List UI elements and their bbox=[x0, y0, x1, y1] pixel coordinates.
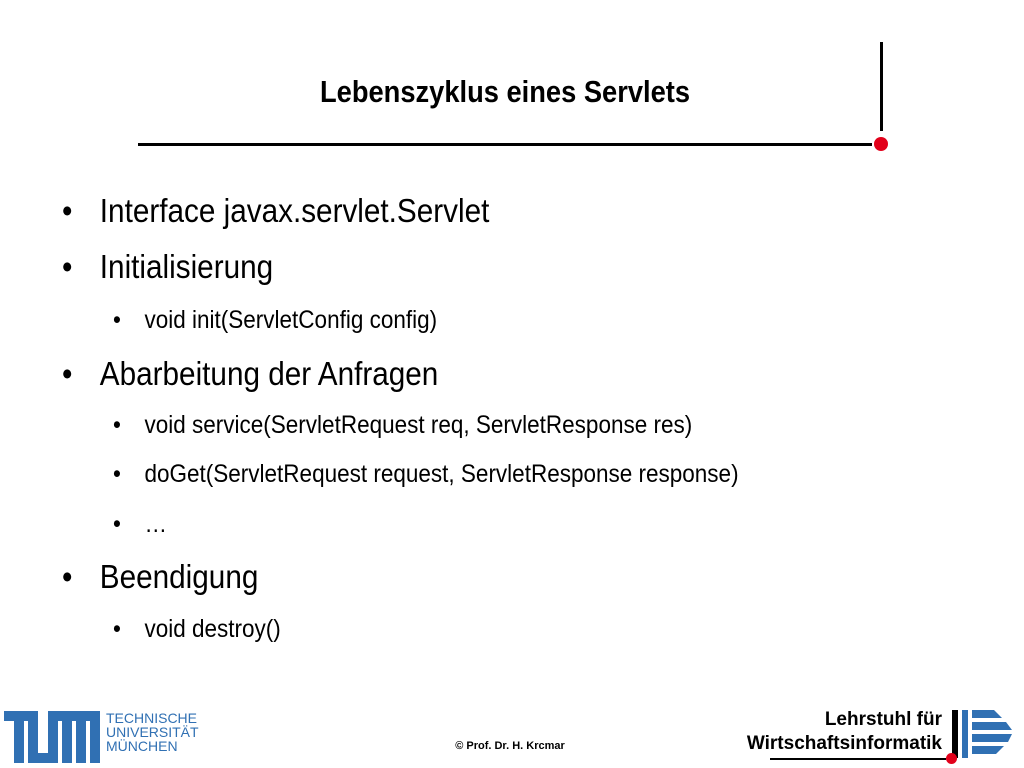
bullet-text: Interface javax.servlet.Servlet bbox=[99, 192, 490, 229]
bullet-text: Beendigung bbox=[99, 558, 259, 595]
chair-underline bbox=[770, 758, 946, 760]
bullet-marker: • bbox=[62, 355, 73, 392]
bullet-marker: • bbox=[113, 306, 121, 334]
chair-name bbox=[747, 708, 942, 756]
bullet-text: Abarbeitung der Anfragen bbox=[99, 355, 439, 392]
university-name bbox=[106, 711, 199, 753]
bullet-marker: • bbox=[62, 558, 73, 595]
bullet-marker: • bbox=[113, 510, 121, 538]
bullet-text: Initialisierung bbox=[99, 248, 274, 285]
chair-red-dot bbox=[946, 753, 957, 764]
chair-logo-icon bbox=[950, 708, 1016, 766]
footer-copyright: © Prof. Dr. H. Krcmar bbox=[455, 740, 565, 752]
bullet-marker: • bbox=[113, 411, 121, 439]
university-name-line1: TECHNISCHE bbox=[106, 710, 198, 726]
bullet-marker: • bbox=[62, 248, 73, 285]
bullet-marker: • bbox=[62, 192, 73, 229]
bullet-marker: • bbox=[113, 460, 121, 488]
bullet-text: doGet(ServletRequest request, ServletResponse response) bbox=[144, 460, 739, 488]
university-name-line3: MÜNCHEN bbox=[106, 738, 178, 754]
bullet-text: void destroy() bbox=[144, 615, 281, 643]
slide-title: Lebenszyklus eines Servlets bbox=[320, 74, 690, 109]
bullet-text: void service(ServletRequest req, ServletResponse res) bbox=[144, 411, 693, 439]
bullet-text: void init(ServletConfig config) bbox=[144, 306, 438, 334]
bullet-text: … bbox=[144, 510, 167, 538]
bullet-marker: • bbox=[113, 615, 121, 643]
university-name-line2: UNIVERSITÄT bbox=[106, 724, 199, 740]
chair-name-line2: Wirtschaftsinformatik bbox=[746, 733, 942, 754]
chair-name-line1: Lehrstuhl für bbox=[824, 709, 942, 730]
